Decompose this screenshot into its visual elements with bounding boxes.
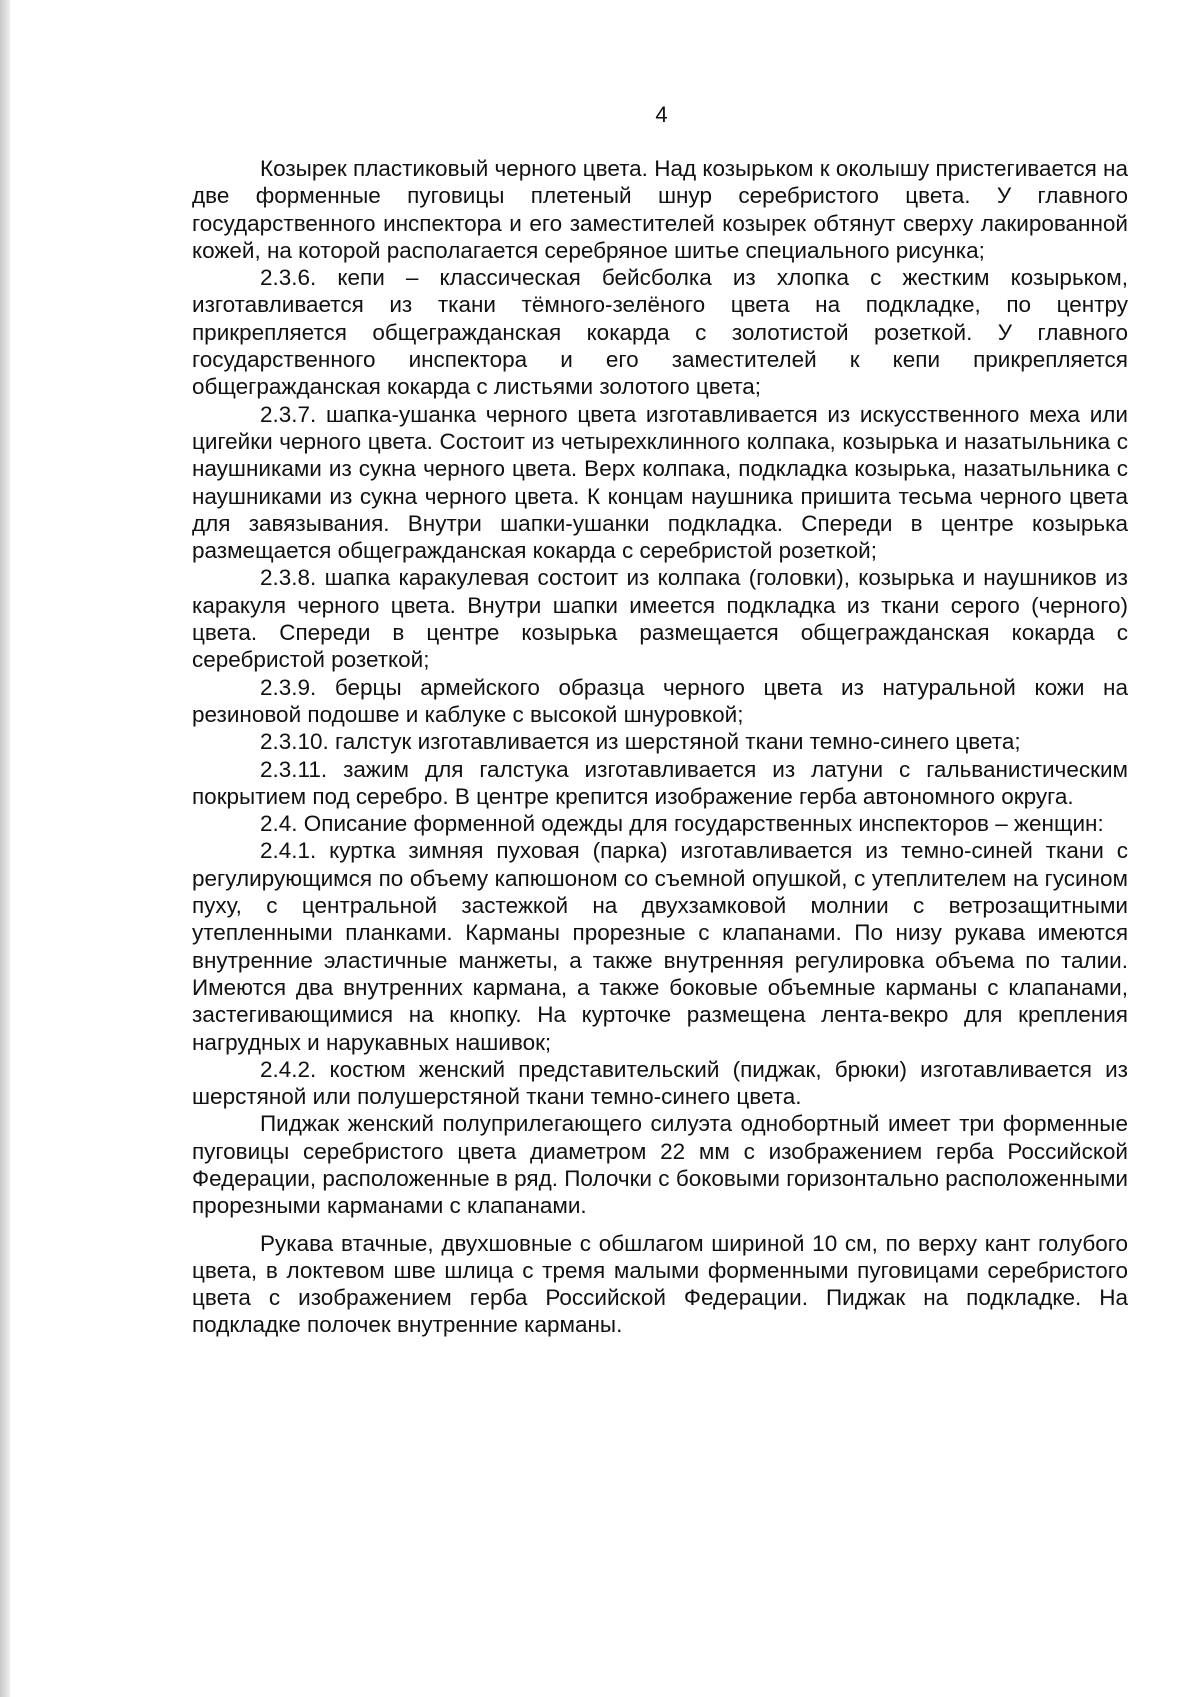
paragraph-2-3-8: 2.3.8. шапка каракулевая состоит из колпака (головки), козырька и наушников из каракуля черного цвета. Внутри шапки имеется подкладка из ткани серого (черного) цвета. Спереди в центре козырька размещается общегражданская кокарда с серебристой розеткой; <box>192 565 1128 673</box>
page-number: 4 <box>655 102 668 127</box>
paragraph-jacket: Пиджак женский полуприлегающего силуэта однобортный имеет три форменные пуговицы серебристого цвета диаметром 22 мм с изображением герба Российской Федерации, расположенные в ряд. Полочки с боковыми горизонтально расположенными прорезными карманами с клапанами. <box>192 1111 1128 1219</box>
paragraph-visor: Козырек пластиковый черного цвета. Над козырьком к околышу пристегивается на две форменные пуговицы плетеный шнур серебристого цвета. У главного государственного инспектора и его заместителей козырек обтянут сверху лакированной кожей, на которой располагается серебряное шитье специального рисунка; <box>192 156 1128 263</box>
paragraph-2-4: 2.4. Описание форменной одежды для государственных инспекторов – женщин: <box>260 811 1104 837</box>
paragraph-sleeves: Рукава втачные, двухшовные с обшлагом шириной 10 см, по верху кант голубого цвета, в локтевом шве шлица с тремя малыми форменными пуговицами серебристого цвета с изображением герба Российской Федерации. Пиджак на подкладке. На подкладке полочек внутренние карманы. <box>192 1230 1128 1338</box>
document-body <box>192 155 1128 1339</box>
paragraph-2-3-10: 2.3.10. галстук изготавливается из шерстяной ткани темно-синего цвета; <box>260 729 1021 755</box>
paragraph-2-3-11: 2.3.11. зажим для галстука изготавливается из латуни с гальванистическим покрытием под серебро. В центре крепится изображение герба автономного округа. <box>192 756 1128 809</box>
scan-edge <box>0 0 10 1697</box>
paragraph-2-4-2: 2.4.2. костюм женский представительский (пиджак, брюки) изготавливается из шерстяной или полушерстяной ткани темно-синего цвета. <box>192 1056 1128 1110</box>
paragraph-2-3-9: 2.3.9. берцы армейского образца черного цвета из натуральной кожи на резиновой подошве и каблуке с высокой шнуровкой; <box>192 674 1128 727</box>
paragraph-2-4-1: 2.4.1. куртка зимняя пуховая (парка) изготавливается из темно-синей ткани с регулирующимся по объему капюшоном со съемной опушкой, с утеплителем на гусином пуху, с центральной застежкой на двухзамковой молнии с ветрозащитными утепленными планками. Карманы прорезные с клапанами. По низу рукава имеются внутренние эластичные манжеты, а также внутренняя регулировка объема по талии. Имеются два внутренних кармана, а также боковые объемные карманы с клапанами, застегивающимися на кнопку. На курточке размещена лента-векро для крепления нагрудных и нарукавных нашивок; <box>192 838 1128 1055</box>
paragraph-2-3-7: 2.3.7. шапка-ушанка черного цвета изготавливается из искусственного меха или цигейки черного цвета. Состоит из четырехклинного колпака, козырька и назатыльника с наушниками из сукна черного цвета. Верх колпака, подкладка козырька, назатыльника с наушниками из сукна черного цвета. К концам наушника пришита тесьма черного цвета для завязывания. Внутри шапки-ушанки подкладка. Спереди в центре козырька размещается общегражданская кокарда с серебристой розеткой; <box>192 401 1128 564</box>
paragraph-2-3-6: 2.3.6. кепи – классическая бейсболка из хлопка с жестким козырьком, изготавливается из ткани тёмного-зелёного цвета на подкладке, по центру прикрепляется общегражданская кокарда с золотистой розеткой. У главного государственного инспектора и его заместителей к кепи прикрепляется общегражданская кокарда с листьями золотого цвета; <box>192 265 1128 400</box>
